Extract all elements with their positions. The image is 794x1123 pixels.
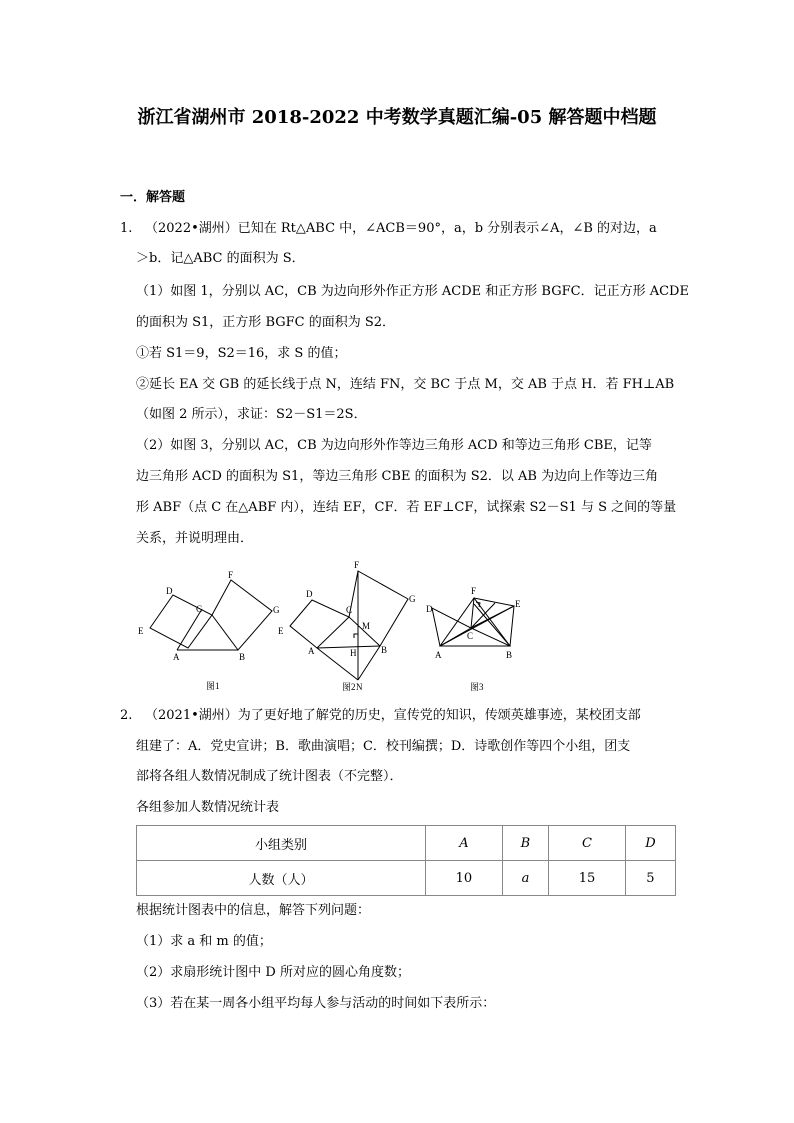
q2-intro: 根据统计图表中的信息，解答下列问题：	[136, 903, 371, 918]
segment-fc	[471, 598, 474, 628]
label-g: G	[409, 594, 416, 604]
label-m: M	[362, 621, 371, 631]
table-cell: B	[502, 826, 548, 861]
label-h: H	[350, 648, 357, 658]
label-e: E	[278, 626, 284, 636]
q1-line-7: （如图 2 所示），求证：S2－S1＝2S．	[136, 407, 367, 422]
label-a: A	[308, 646, 315, 656]
square-bgfc	[212, 580, 272, 650]
q1-line-9: 边三角形 ACD 的面积为 S1，等边三角形 CBE 的面积为 S2．以 AB 为边向上作等边三角	[136, 469, 659, 484]
q1-line-8: （2）如图 3，分别以 AC，CB 为边向形外作等边三角形 ACD 和等边三角形 CBE，记等	[136, 438, 652, 453]
segment-bn	[358, 646, 380, 680]
q1-number: 1.	[120, 221, 133, 236]
statistics-table	[136, 825, 676, 896]
label-f: F	[471, 586, 477, 596]
figure-1-caption: 图1	[206, 681, 220, 691]
page-title: 浙江省湖州市 2018-2022 中考数学真题汇编-05 解答题中档题	[137, 107, 657, 128]
q1-line-6: ②延长 EA 交 GB 的延长线于点 N，连结 FN，交 BC 于点 M，交 AB 于点 H．若 FH⊥AB	[136, 377, 675, 392]
label-f: F	[354, 560, 360, 570]
q2-table-title: 各组参加人数情况统计表	[136, 800, 280, 815]
figure-3	[420, 582, 530, 698]
table-cell: 小组类别	[137, 826, 426, 861]
table-cell: D	[625, 826, 675, 861]
figure-3-caption: 图3	[470, 682, 484, 692]
q1-line-5: ①若 S1＝9，S2＝16，求 S 的值；	[136, 346, 347, 361]
q1-line-1: （2022•湖州）已知在 Rt△ABC 中，∠ACB＝90°，a，b 分别表示∠A，∠B 的对边，a	[145, 221, 657, 236]
q2-sub-3: （3）若在某一周各小组平均每人参与活动的时间如下表所示：	[136, 996, 496, 1011]
table-row	[137, 826, 676, 861]
figure-1	[130, 568, 290, 698]
label-b: B	[381, 645, 388, 655]
q2-line-2: 组建了：A．党史宣讲；B．歌曲演唱；C．校刊编撰；D．诗歌创作等四个小组，团支	[136, 739, 631, 754]
label-d: D	[426, 604, 433, 614]
q1-line-3: （1）如图 1，分别以 AC，CB 为边向形外作正方形 ACDE 和正方形 BGFC．记正方形 ACDE	[136, 284, 689, 299]
segment-ae	[440, 606, 514, 646]
q2-sub-1: （1）求 a 和 m 的值；	[136, 934, 272, 949]
q1-line-11: 关系，并说明理由．	[136, 531, 254, 546]
segment-ab	[317, 646, 380, 648]
q2-line-1: （2021•湖州）为了更好地了解党的历史，宣传党的知识，传颂英雄事迹，某校团支部	[145, 708, 641, 723]
label-d: D	[306, 589, 313, 599]
label-n: N	[356, 682, 363, 692]
table-cell: 人数（人）	[137, 861, 426, 896]
label-e: E	[138, 626, 144, 636]
q1-line-2: ＞b．记△ABC 的面积为 S．	[136, 251, 305, 266]
right-angle-mark	[476, 602, 480, 607]
segment-ac	[177, 609, 202, 650]
square-acde	[150, 595, 212, 648]
q2-number: 2.	[120, 708, 133, 723]
label-d: D	[166, 586, 173, 596]
right-angle-mark	[354, 634, 358, 638]
label-b: B	[239, 652, 246, 662]
table-row	[137, 861, 676, 896]
label-b: B	[506, 650, 513, 660]
square-acde	[290, 600, 349, 648]
label-e: E	[515, 599, 521, 609]
table-cell: 15	[549, 861, 626, 896]
figure-2-caption: 图2	[342, 682, 356, 692]
q2-sub-2: （2）求扇形统计图中 D 所对应的圆心角度数；	[136, 965, 410, 980]
table-cell: a	[502, 861, 548, 896]
label-f: F	[228, 570, 234, 580]
q1-line-10: 形 ABF（点 C 在△ABF 内），连结 EF，CF．若 EF⊥CF，试探索 S2－S1 与 S 之间的等量	[136, 500, 677, 515]
table-cell: C	[549, 826, 626, 861]
figure-2	[270, 556, 430, 698]
table-cell: 10	[426, 861, 503, 896]
table-cell: A	[426, 826, 503, 861]
label-c: C	[346, 605, 353, 615]
label-c: C	[196, 604, 203, 614]
q2-line-3: 部将各组人数情况制成了统计图表（不完整）．	[136, 769, 403, 784]
q1-line-4: 的面积为 S1，正方形 BGFC 的面积为 S2．	[136, 315, 396, 330]
table-cell: 5	[625, 861, 675, 896]
section-heading: 一．解答题	[120, 190, 186, 205]
label-a: A	[173, 652, 180, 662]
label-c: C	[467, 631, 474, 641]
label-a: A	[435, 650, 442, 660]
label-g: G	[273, 605, 280, 615]
